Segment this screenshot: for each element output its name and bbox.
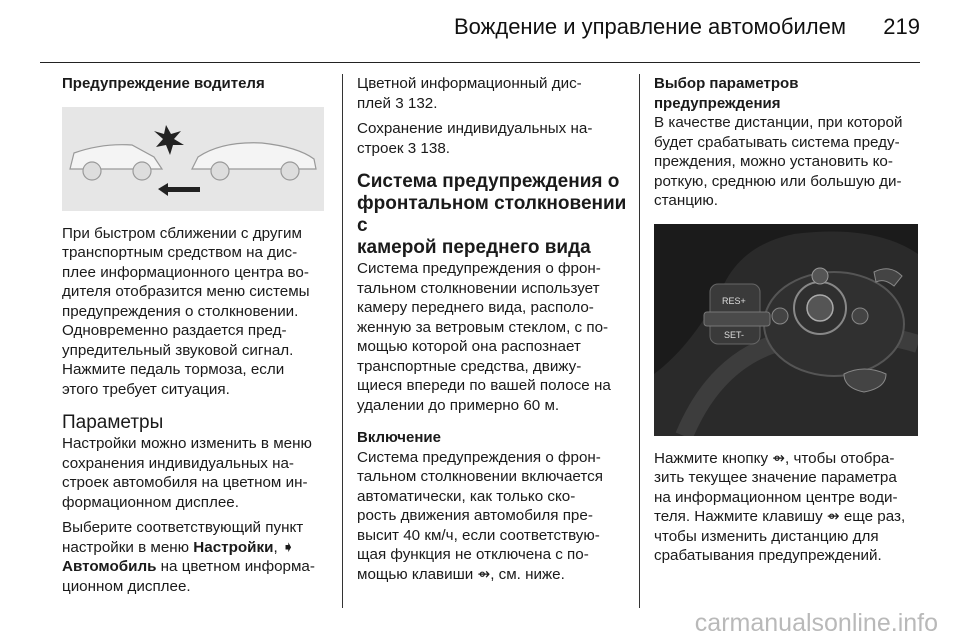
paragraph: Выберите соответствующий пункт настройки в меню Настройки, ➧ Автомобиль на цветном информа- ционном дисплее. <box>62 519 315 595</box>
section-subtitle: Предупреждение водителя <box>62 75 265 92</box>
cross-reference: Цветной информационный дис- плей 3 132. <box>357 75 582 112</box>
paragraph: При быстром сближении с другим транспортным средством на дис- плее информационного центра во- дителя отобразится меню системы предупреждения о столкновении. Одновременно раздается пред- упредительный звуковой сигнал. Нажмите педаль тормоза, если этого требует ситуация. <box>62 224 310 398</box>
arrow-right-icon: ➧ <box>281 538 295 556</box>
menu-vehicle: Автомобиль <box>62 558 157 575</box>
res-label: RES+ <box>722 295 746 306</box>
section-subheading: Выбор параметров предупреждения <box>654 75 799 112</box>
page-number: 219 <box>883 14 920 39</box>
column-3 <box>654 74 924 566</box>
paragraph: В качестве дистанции, при которой будет срабатывать система преду- преждения, можно установить ко- роткую, среднюю или большую ди- станцию. <box>654 114 903 209</box>
paragraph: Система предупреждения о фрон- тальном столкновении включается автоматически, как только ско- рость движения автомобиля пре- высит 40 км/ч, если соответствую- щая функция не отключена с по- мощью клавиши ⇴, см. ниже. <box>357 448 603 583</box>
set-label: SET- <box>724 329 745 340</box>
page-title: Вождение и управление автомобилем <box>453 14 846 39</box>
page-header <box>40 0 920 63</box>
steering-wheel-controls-icon <box>654 224 918 436</box>
column-divider <box>639 74 640 608</box>
cars-approaching-icon <box>62 107 324 211</box>
section-subheading: Включение <box>357 429 441 446</box>
paragraph: Настройки можно изменить в меню сохранения индивидуальных на- строек автомобиля на цветном ин- формационном дисплее. <box>62 435 312 511</box>
steering-wheel-photo <box>654 224 918 436</box>
column-1 <box>62 74 330 596</box>
paragraph: Система предупреждения о фрон- тальном столкновении использует камеру переднего вида, располо- женную за ветровым стеклом, с по- мощью которой она распознает транспортные средства, движу- щиеся впереди по вашей полосе на удалении до примерно 60 м. <box>357 260 611 414</box>
section-heading: Параметры <box>62 412 164 433</box>
collision-illustration <box>62 107 324 211</box>
cross-reference: Сохранение индивидуальных на- строек 3 138. <box>357 120 593 157</box>
section-heading: Система предупреждения о фронтальном столкновении с камерой переднего вида <box>357 171 627 258</box>
column-divider <box>342 74 343 608</box>
column-2 <box>357 74 627 584</box>
paragraph: Нажмите кнопку ⇴, чтобы отобра- зить текущее значение параметра на информационном центре води- теля. Нажмите клавишу ⇴ еще раз, чтобы изменить дистанцию для срабатывания предупреждений. <box>654 449 906 564</box>
menu-settings: Настройки <box>193 538 274 556</box>
watermark: carmanualsonline.info <box>694 609 938 637</box>
